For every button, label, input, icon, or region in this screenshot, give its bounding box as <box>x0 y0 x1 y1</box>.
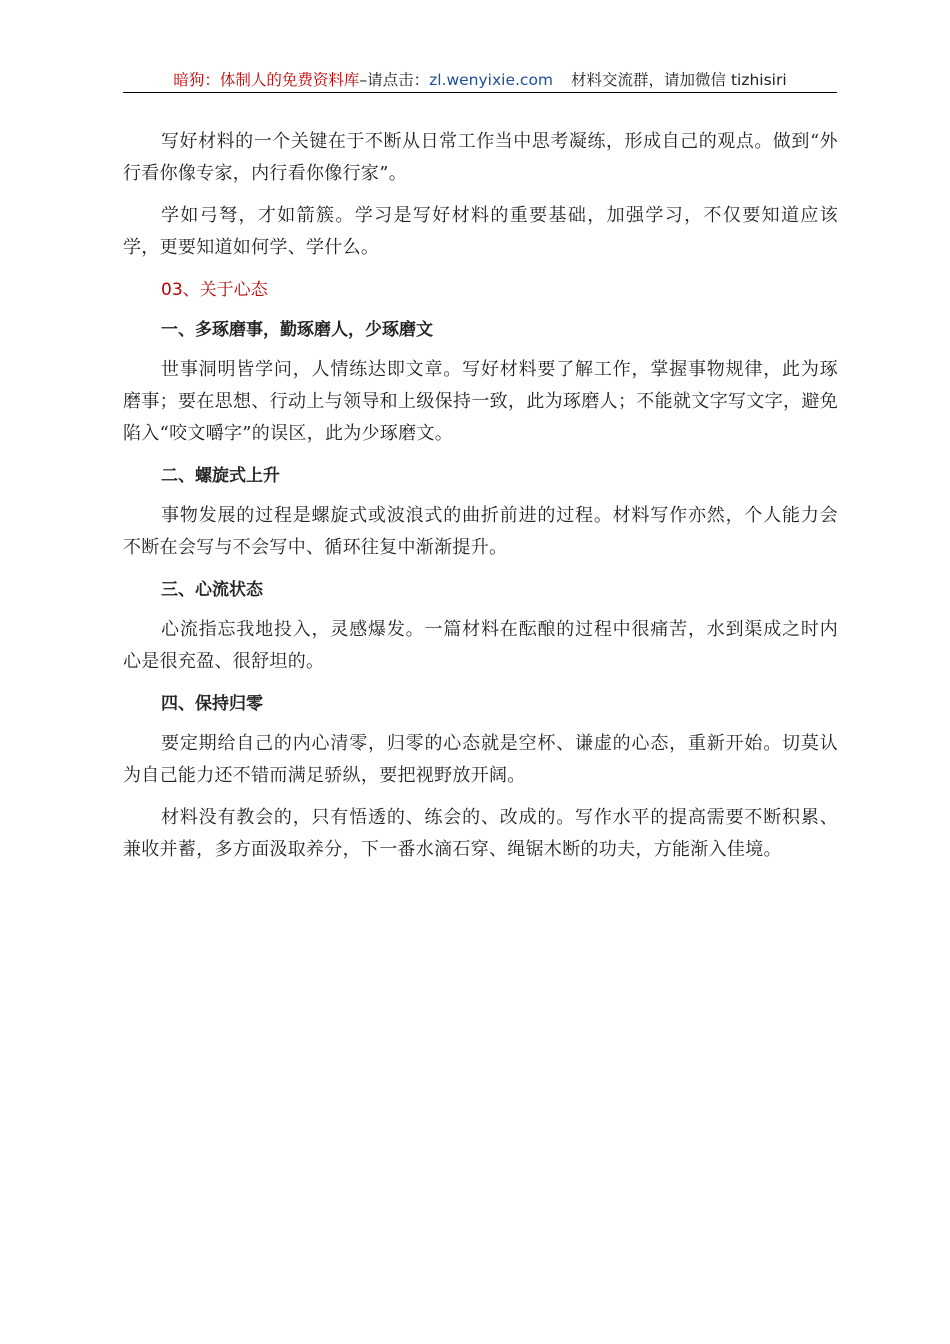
page-header <box>123 68 837 93</box>
body-paragraph-1: 世事洞明皆学问，人情练达即文章。写好材料要了解工作，掌握事物规律，此为琢磨事；要在思想、行动上与领导和上级保持一致，此为琢磨人；不能就文字写文字，避免陷入“咬文嚼字”的误区，此为少琢磨文。 <box>123 359 838 444</box>
header-click-prompt: –请点击： <box>359 71 430 89</box>
closing-paragraph: 材料没有教会的，只有悟透的、练会的、改成的。写作水平的提高需要不断积累、兼收并蓄，多方面汲取养分，下一番水滴石穿、绳锯木断的功夫，方能渐入佳境。 <box>123 807 838 860</box>
body-paragraph-3: 心流指忘我地投入，灵感爆发。一篇材料在酝酿的过程中很痛苦，水到渠成之时内心是很充盈、很舒坦的。 <box>123 619 838 672</box>
header-wechat-note: 材料交流群，请加微信 tizhisiri <box>571 71 787 89</box>
body-paragraph-4: 要定期给自己的内心清零，归零的心态就是空杯、谦虚的心态，重新开始。切莫认为自己能力还不错而满足骄纵，要把视野放开阔。 <box>123 733 838 786</box>
subheading-4: 四、保持归零 <box>161 694 263 714</box>
intro-paragraph-2: 学如弓弩，才如箭簇。学习是写好材料的重要基础，加强学习，不仅要知道应该学，更要知道如何学、学什么。 <box>123 205 838 258</box>
subheading-3: 三、心流状态 <box>161 580 263 600</box>
subheading-1: 一、多琢磨事，勤琢磨人，少琢磨文 <box>161 320 433 340</box>
header-site-link[interactable]: zl.wenyixie.com <box>429 71 554 89</box>
body-paragraph-2: 事物发展的过程是螺旋式或波浪式的曲折前进的过程。材料写作亦然，个人能力会不断在会写与不会写中、循环往复中渐渐提升。 <box>123 505 838 558</box>
header-brand: 暗狗：体制人的免费资料库 <box>173 71 360 89</box>
intro-paragraph-1: 写好材料的一个关键在于不断从日常工作当中思考凝练，形成自己的观点。做到“外行看你像专家，内行看你像行家”。 <box>123 131 838 184</box>
section-title: 03、关于心态 <box>161 280 268 300</box>
subheading-2: 二、螺旋式上升 <box>161 466 280 486</box>
document-body <box>123 126 838 866</box>
